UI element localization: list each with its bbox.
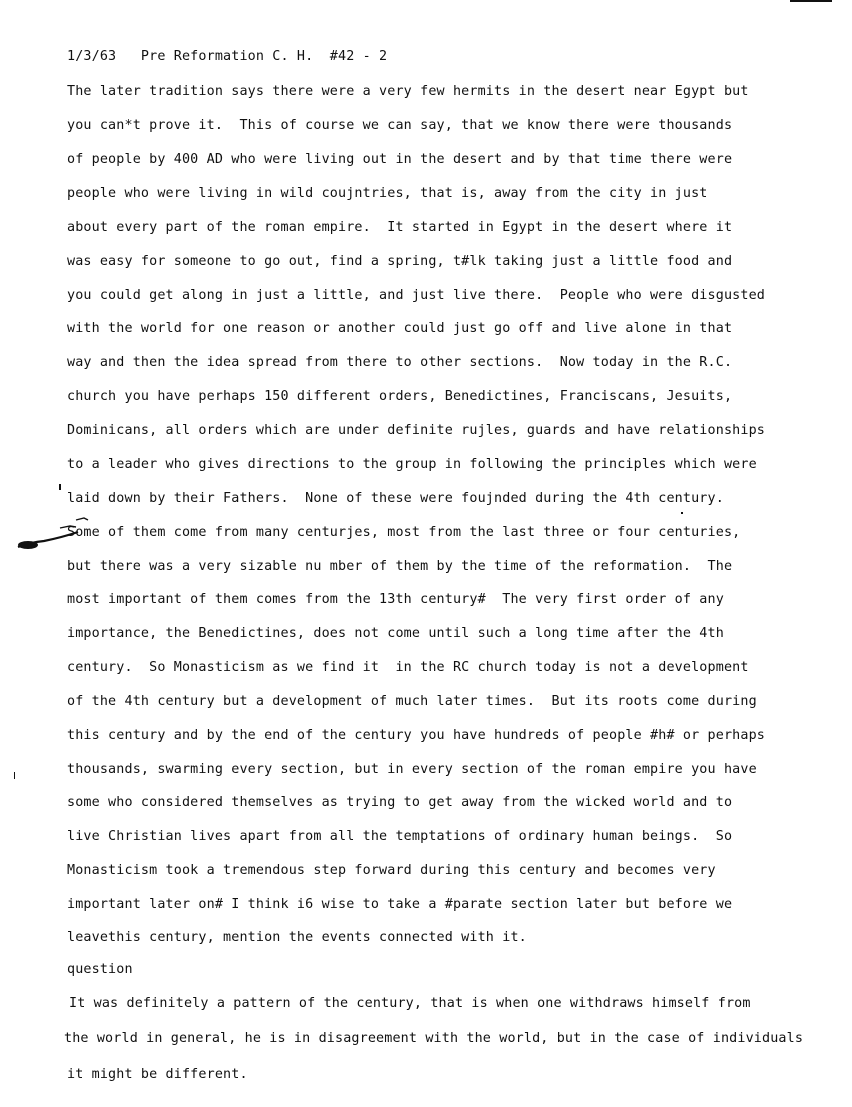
text-line: live Christian lives apart from all the temptations of ordinary human beings. So: [67, 829, 733, 844]
question-label: question: [67, 962, 133, 977]
text-line: laid down by their Fathers. None of these were foujnded during the 4th century.: [67, 491, 724, 506]
text-line: Monasticism took a tremendous step forward during this century and becomes very: [67, 863, 716, 878]
text-line: thousands, swarming every section, but in every section of the roman empire you have: [67, 762, 757, 777]
text-line: of people by 400 AD who were living out in the desert and by that time there were: [67, 152, 733, 167]
text-line: with the world for one reason or another could just go off and live alone in that: [67, 321, 733, 336]
margin-tick: [14, 772, 15, 779]
text-line: important later on# I think i6 wise to take a #parate section later but before we: [67, 897, 733, 912]
text-line: to a leader who gives directions to the group in following the principles which were: [67, 457, 757, 472]
text-line: you could get along in just a little, and just live there. People who were disgusted: [67, 288, 766, 303]
margin-dot: [59, 484, 61, 490]
text-line: but there was a very sizable nu mber of them by the time of the reformation. The: [67, 559, 733, 574]
text-line: way and then the idea spread from there to other sections. Now today in the R.C.: [67, 355, 733, 370]
text-line: some who considered themselves as trying to get away from the wicked world and to: [67, 795, 733, 810]
stray-dot: [681, 512, 683, 514]
text-line: it might be different.: [67, 1067, 248, 1082]
top-edge-mark: [790, 0, 832, 2]
text-line: century. So Monasticism as we find it in the RC church today is not a development: [67, 660, 749, 675]
text-line: importance, the Benedictines, does not come until such a long time after the 4th: [67, 626, 724, 641]
text-line: this century and by the end of the century you have hundreds of people #h# or perhaps: [67, 728, 766, 743]
text-line: Dominicans, all orders which are under definite rujles, guards and have relationships: [67, 423, 766, 438]
margin-arrow-mark: [14, 514, 94, 554]
text-line: It was definitely a pattern of the century, that is when one withdraws himself from: [69, 996, 751, 1011]
text-line: church you have perhaps 150 different orders, Benedictines, Franciscans, Jesuits,: [67, 389, 733, 404]
text-line: about every part of the roman empire. It started in Egypt in the desert where it: [67, 220, 733, 235]
text-line: people who were living in wild coujntries, that is, away from the city in just: [67, 186, 708, 201]
text-line: The later tradition says there were a very few hermits in the desert near Egypt but: [67, 84, 749, 99]
text-line: the world in general, he is in disagreement with the world, but in the case of individuals: [64, 1031, 804, 1046]
text-line: you can*t prove it. This of course we can say, that we know there were thousands: [67, 118, 733, 133]
text-line: was easy for someone to go out, find a spring, t#lk taking just a little food and: [67, 254, 733, 269]
text-line: Some of them come from many centurjes, most from the last three or four centuries,: [67, 525, 741, 540]
text-line: most important of them comes from the 13th century# The very first order of any: [67, 592, 724, 607]
text-line: leavethis century, mention the events connected with it.: [67, 930, 527, 945]
page-header: 1/3/63 Pre Reformation C. H. #42 - 2: [67, 49, 388, 64]
text-line: of the 4th century but a development of much later times. But its roots come during: [67, 694, 757, 709]
